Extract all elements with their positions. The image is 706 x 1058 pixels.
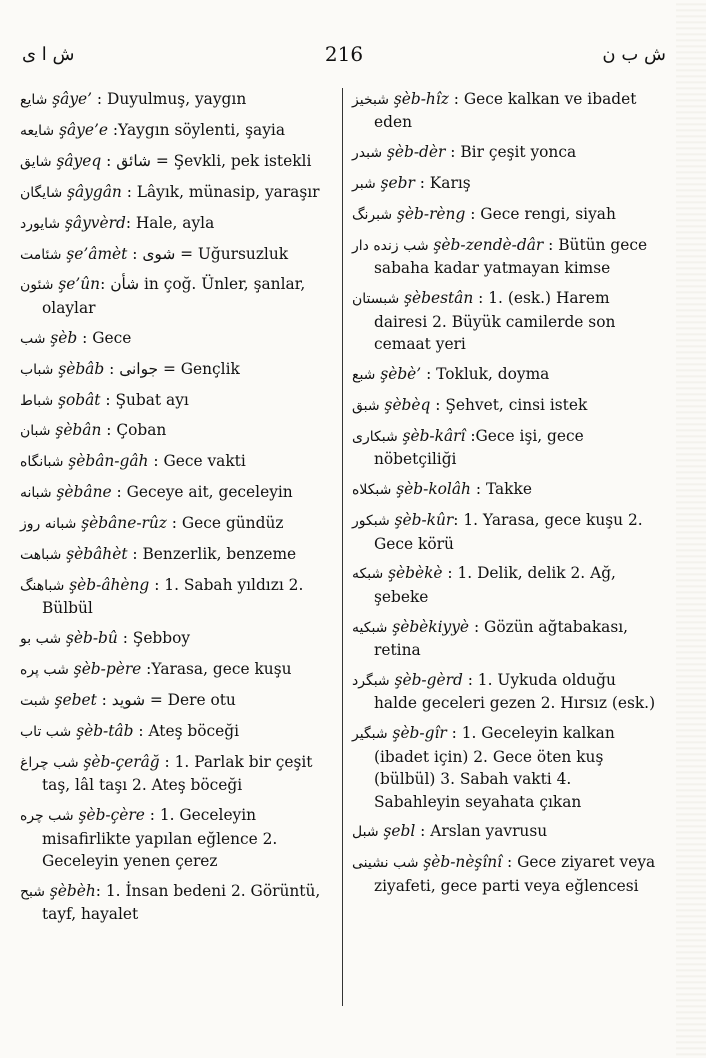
dictionary-entry [20,88,338,111]
entry-arabic: شايعه [20,122,55,139]
entry-separator: : [148,452,164,471]
entry-separator: : [446,724,462,743]
entry-transliteration: şâyvèrd [65,213,126,232]
entry-definition: Karış [429,174,471,193]
dictionary-entry [20,119,338,142]
dictionary-entry [20,574,338,620]
entry-separator: : [101,421,117,440]
entry-definition: 1. Parlak bir çeşit taş, lâl taşı 2. Ateş böceği [42,752,313,795]
entry-definition: شوی = Uğursuzluk [142,244,289,263]
entry-definition: شوید = Dere otu [111,691,236,710]
entry-arabic: شبانه [20,485,52,502]
entry-definition: Gece rengi, siyah [480,205,616,224]
header-left-letters: ش ا ى [22,44,75,65]
entry-separator: : [159,752,175,771]
entry-arabic: شبدر [352,145,383,162]
entry-separator: : [502,853,518,872]
entry-definition: Çoban [116,421,167,440]
entry-separator: : [421,365,437,384]
entry-definition: شأن in çoğ. Ünler, şanlar, olaylar [42,275,306,317]
dictionary-entry [20,543,338,566]
entry-transliteration: şèb-bû [65,629,118,648]
entry-arabic: شبكه [352,566,384,583]
entry-definition: 1. Sabah yıldızı 2. Bülbül [42,576,304,618]
dictionary-entry [20,627,338,650]
entry-separator: : [127,244,143,263]
entry-arabic: شبكور [352,513,390,530]
entry-arabic: شب بو [20,631,62,648]
dictionary-entry [352,669,660,715]
entry-transliteration: şèb-kolâh [396,480,471,499]
entry-separator: : [453,511,464,530]
entry-transliteration: şèb-nèşînî [423,853,503,872]
entry-transliteration: şèbèh [49,881,96,900]
entry-definition: جوانی = Gençlik [119,359,240,378]
entry-definition: Gece işi, gece nöbetçiliği [374,426,584,469]
dictionary-entry [352,509,660,555]
entry-separator: : [117,629,133,648]
dictionary-entry [20,720,338,743]
entry-definition: Hale, ayla [135,213,215,232]
entry-arabic: شباط [20,392,54,409]
dictionary-entry [352,425,660,471]
page-header [22,40,666,76]
entry-definition: Şehvet, cinsi istek [445,395,588,414]
dictionary-entry [352,851,660,897]
dictionary-entry [20,243,338,266]
entry-definition: Takke [485,480,532,499]
entry-definition: Gece gündüz [181,514,284,533]
entry-arabic: شب چراغ [20,754,79,771]
entry-definition: 1. İnsan bedeni 2. Görüntü, tayf, hayalet [42,881,321,924]
header-right-letters: ش ب ن [602,44,666,65]
entry-definition: Benzerlik, benzeme [142,545,297,564]
entry-separator: : [104,359,120,378]
entry-transliteration: şèbâhèt [66,545,128,564]
dictionary-entry [20,658,338,681]
dictionary-entry [352,562,660,608]
entry-transliteration: şèb-kûr [394,511,454,530]
entry-arabic: شايورد [20,215,61,232]
entry-arabic: شب [20,330,46,347]
entry-transliteration: şe’âmèt [66,244,128,263]
entry-definition: Lâyık, münasip, yaraşır [136,182,320,201]
entry-arabic: شب تاب [20,724,72,741]
entry-separator: : [141,660,152,679]
entry-arabic: شباهت [20,547,62,564]
entry-transliteration: şèb-hîz [393,90,449,108]
entry-arabic: شايگان [20,184,63,201]
entry-separator: : [100,390,116,409]
entry-transliteration: şebr [380,174,415,193]
dictionary-entry [20,804,338,872]
entry-arabic: شايق [20,153,52,170]
entry-arabic: شبر [352,176,376,193]
entry-arabic: شب زنده دار [352,238,429,255]
entry-transliteration: şèb-âhèng [69,576,150,594]
entry-definition: Gece [92,328,132,347]
left-column [20,88,338,933]
entry-separator: : [107,120,119,139]
dictionary-entry [20,212,338,235]
dictionary-entry [352,394,660,417]
entry-arabic: شبگير [352,726,388,743]
entry-definition: Şebboy [132,629,191,648]
entry-definition: Gece kalkan ve ibadet eden [374,90,637,132]
entry-arabic: شبع [352,367,376,384]
entry-definition: 1. Uykuda olduğu halde geceleri gezen 2. Hırsız (esk.) [374,671,656,713]
entry-transliteration: şèb-dèr [386,143,446,162]
page-edge-texture [676,0,706,1058]
entry-separator: : [101,151,117,170]
entry-separator: : [473,289,489,308]
dictionary-entry [20,181,338,204]
entry-transliteration: şèbèkiyyè [392,617,470,636]
entry-separator: : [465,205,481,224]
entry-transliteration: şâye’ [52,90,93,108]
dictionary-entry [20,880,338,926]
entry-arabic: شب پره [20,662,69,679]
dictionary-entry [20,481,338,504]
dictionary-entry [352,172,660,195]
entry-definition: Geceye ait, geceleyin [126,483,293,502]
entry-separator: : [442,564,458,583]
entry-arabic: شبت [20,693,50,710]
entry-definition: 1. Delik, delik 2. Ağ, şebeke [374,564,616,606]
entry-definition: Arslan yavrusu [430,822,548,841]
entry-transliteration: şèbèkè [388,564,443,583]
entry-arabic: شب چره [20,808,74,825]
entry-separator: : [95,881,106,900]
entry-arabic: شبق [352,397,380,414]
entry-definition: شائق = Şevkli, pek istekli [116,151,312,170]
entry-arabic: شبستان [352,291,400,308]
entry-separator: : [414,174,430,193]
entry-definition: 1. Geceleyin kalkan (ibadet için) 2. Gece öten kuş (bülbül) 3. Sabah vakti 4. Sabahleyin seyahata çıkan [374,724,615,811]
entry-definition: Yarasa, gece kuşu [151,660,292,679]
dictionary-entry [352,234,660,280]
entry-arabic: شئون [20,277,54,294]
entry-transliteration: şebl [383,822,416,841]
entry-transliteration: şèbâne [56,483,112,502]
entry-separator: : [430,395,446,414]
entry-arabic: شباب [20,361,54,378]
entry-transliteration: şèb-zendè-dâr [433,236,544,255]
entry-transliteration: şe’ûn [58,275,101,294]
dictionary-entry [352,478,660,501]
entry-arabic: شئامت [20,246,62,263]
dictionary-entry [20,689,338,712]
entry-separator: : [465,426,476,445]
entry-arabic: شبكارى [352,428,398,445]
dictionary-entry [20,450,338,473]
entry-separator: : [448,90,464,108]
entry-definition: Tokluk, doyma [436,365,550,384]
entry-transliteration: şèbèq [384,395,431,414]
entry-separator: : [543,236,559,255]
entry-transliteration: şobât [58,390,101,409]
dictionary-entry [20,512,338,535]
entry-definition: Bir çeşit yonca [460,143,577,162]
dictionary-entry [20,150,338,173]
entry-separator: : [96,691,112,710]
dictionary-entry [20,751,338,797]
entry-transliteration: şèbestân [404,289,474,308]
entry-arabic: شبگرد [352,673,390,690]
dictionary-entry [20,389,338,412]
entry-transliteration: şâygân [67,182,122,201]
entry-definition: 1. (esk.) Harem dairesi 2. Büyük camilerde son cemaat yeri [374,289,616,354]
entry-transliteration: şèb-gîr [392,724,447,743]
entry-separator: : [166,514,182,533]
entry-transliteration: şèb-tâb [76,722,134,741]
entry-separator: : [125,213,136,232]
entry-transliteration: şèb-çère [78,806,145,825]
dictionary-entry [20,419,338,442]
entry-separator: : [100,275,111,294]
entry-transliteration: şèb-çerâğ [83,752,160,771]
entry-definition: 1. Geceleyin misafirlikte yapılan eğlence 2. Geceleyin yenen çerez [42,806,278,871]
entry-separator: : [133,722,149,741]
entry-separator: : [462,671,478,690]
entry-separator: : [77,328,93,347]
entry-transliteration: şèbè’ [380,365,422,384]
entry-arabic: شبرنگ [352,207,393,224]
dictionary-entry [352,363,660,386]
dictionary-entry [352,141,660,164]
entry-transliteration: şèb-kârî [402,426,466,445]
entry-separator: : [470,480,486,499]
entry-transliteration: şèb-gèrd [394,671,463,690]
page-number: 216 [324,42,364,66]
entry-separator: : [121,182,137,201]
entry-arabic: شبان [20,423,51,440]
entry-transliteration: şèbân [55,421,102,440]
entry-separator: : [127,545,143,564]
dictionary-entry [352,287,660,355]
dictionary-entry [352,722,660,813]
entry-transliteration: şèbâb [58,359,105,378]
entry-separator: : [92,90,108,108]
entry-arabic: شبكلاه [352,482,392,499]
entry-transliteration: şâye’e [59,120,108,139]
dictionary-entry [352,88,660,134]
column-divider [342,88,343,1006]
entry-transliteration: şebet [54,691,97,710]
entry-arabic: شباهنگ [20,578,65,594]
dictionary-entry [20,358,338,381]
entry-definition: 1. Yarasa, gece kuşu 2. Gece körü [374,511,643,553]
entry-definition: Gözün ağtabakası, retina [374,617,629,660]
entry-arabic: شايع [20,92,48,108]
entry-separator: : [111,483,127,502]
entry-arabic: شبل [352,824,379,841]
dictionary-entry [20,327,338,350]
entry-definition: Yaygın söylenti, şayia [118,120,286,139]
entry-definition: Gece vakti [163,452,246,471]
right-column [352,88,660,905]
entry-definition: Gece ziyaret veya ziyafeti, gece parti veya eğlencesi [374,853,656,895]
entry-transliteration: şèbân-gâh [68,452,149,471]
entry-arabic: شبكيه [352,619,388,636]
entry-transliteration: şèb-rèng [397,205,466,224]
entry-definition: Ateş böceği [148,722,240,741]
entry-arabic: شبخيز [352,92,389,108]
entry-separator: : [415,822,431,841]
entry-separator: : [149,576,165,594]
entry-transliteration: şâyeq [56,151,102,170]
entry-arabic: شب نشينى [352,855,419,872]
entry-separator: : [144,806,160,825]
entry-separator: : [445,143,461,162]
entry-arabic: شبانه روز [20,516,77,533]
entry-transliteration: şèb-père [73,660,142,679]
dictionary-entry [352,203,660,226]
entry-transliteration: şèbâne-rûz [81,514,167,533]
dictionary-entry [352,616,660,662]
entry-definition: Şubat ayı [115,390,189,409]
entry-definition: Duyulmuş, yaygın [107,90,247,108]
entry-separator: : [469,617,485,636]
entry-transliteration: şèb [50,328,78,347]
entry-arabic: شبح [20,883,45,900]
dictionary-entry [20,273,338,319]
entry-definition: Bütün gece sabaha kadar yatmayan kimse [374,236,648,278]
dictionary-entry [352,820,660,843]
entry-arabic: شبانگاه [20,454,64,471]
